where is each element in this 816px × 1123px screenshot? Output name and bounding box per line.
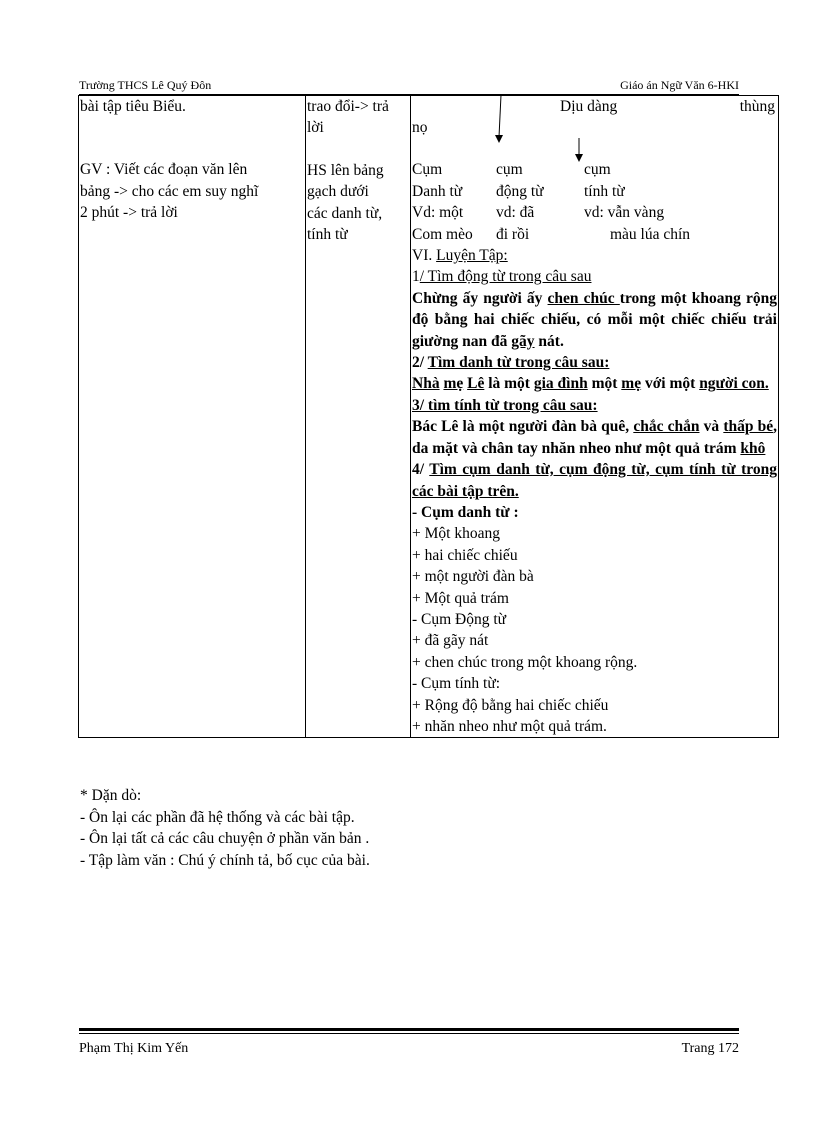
no-line: nọ [412, 119, 428, 136]
col2-line1: trao đổi-> trả [307, 98, 389, 115]
vd-row [412, 202, 777, 223]
exercise-3-text: Bác Lê là một người đàn bà quê, chắc chắn và thấp bé, da mặt và chân tay nhăn nheo như một quả trám khô [412, 418, 778, 457]
vd-2: vd: đã [496, 204, 535, 222]
student-activity-cell [306, 96, 411, 738]
page-number: Trang 172 [681, 1041, 739, 1056]
list-item: - Cụm tính từ: [412, 675, 501, 693]
down-arrow-icon [494, 95, 508, 147]
col2-line2: lời [307, 119, 324, 137]
cum-1: Cụm [412, 161, 443, 179]
exercise-3-title: 3/ tìm tính từ trong câu sau: [412, 396, 598, 414]
type-2: động từ [496, 182, 544, 200]
hs-line-4: tính từ [307, 226, 348, 244]
list-item: + Rộng độ bằng hai chiếc chiếu [412, 696, 609, 714]
list-item: - Cụm danh từ : [412, 503, 519, 521]
thung: thùng [739, 98, 775, 115]
footer-rule-thick [79, 1028, 739, 1031]
list-item: + Một khoang [412, 525, 500, 543]
hs-line-3: các danh từ, [307, 204, 383, 222]
homework-item: - Ôn lại tất cả các câu chuyện ở phần văn bản . [80, 830, 370, 847]
gv-instruction-2: bảng -> cho các em suy nghĩ [80, 182, 259, 200]
list-item: + một người đàn bà [412, 568, 534, 586]
exercise-4-title: 4/ Tìm cụm danh từ, cụm động từ, cụm tính từ trong các bài tập trên. [412, 461, 777, 500]
ex-2: đi rồi [496, 225, 530, 243]
exercise-2-text: Nhà mẹ Lê là một gia đình một mẹ với một người con. [412, 375, 769, 393]
lesson-table [78, 95, 779, 738]
vd-3: vd: vẫn vàng [584, 204, 665, 222]
diu-dang: Dịu dàng [560, 98, 618, 115]
list-item: + chen chúc trong một khoang rộng. [412, 653, 638, 671]
subject-title: Giáo án Ngữ Văn 6-HKI [620, 78, 739, 92]
vd-1: Vd: một [412, 204, 464, 222]
author-name: Phạm Thị Kim Yến [79, 1041, 189, 1056]
homework-item: - Ôn lại các phần đã hệ thống và các bài tập. [80, 808, 355, 826]
homework-item: - Tập làm văn : Chú ý chính tả, bố cục của bài. [80, 851, 370, 869]
type-3: tính từ [584, 182, 625, 200]
cum-row [412, 159, 777, 180]
list-item: - Cụm Động từ [412, 610, 507, 628]
hs-line-2: gạch dưới [307, 183, 369, 201]
exercise-2-title: 2/ Tìm danh từ trong câu sau: [412, 354, 610, 372]
teacher-activity-cell [79, 96, 306, 738]
school-name: Trường THCS Lê Quý Đôn [79, 78, 212, 92]
page-header [79, 78, 739, 95]
list-item: + hai chiếc chiếu [412, 546, 518, 564]
homework-section [80, 785, 370, 871]
type-row [412, 181, 777, 202]
ex-3: màu lúa chín [610, 225, 691, 243]
list-item: + đã gãy nát [412, 632, 489, 650]
footer-rule-thin [79, 1033, 739, 1034]
col1-line1: bài tập tiêu Biểu. [80, 98, 186, 115]
gv-instruction-1: GV : Viết các đoạn văn lên [80, 161, 248, 179]
page-footer [79, 1041, 739, 1057]
list-item: + Một quả trám [412, 589, 509, 607]
example-row [412, 224, 777, 245]
ex-1: Com mèo [412, 225, 473, 243]
list-item: + nhăn nheo như một quả trám. [412, 717, 607, 735]
diu-dang-line [412, 96, 777, 117]
cum-2: cụm [496, 161, 523, 179]
gv-instruction-3: 2 phút -> trả lời [80, 204, 178, 222]
down-arrow-icon [572, 138, 586, 166]
exercise-1-text: Chừng ấy người ấy chen chúc trong một khoang rộng độ bằng hai chiếc chiếu, có mỗi một chiếc chiếu trải giường nan đã gãy nát. [412, 289, 777, 350]
type-1: Danh từ [412, 182, 463, 200]
homework-title: * Dặn dò: [80, 787, 142, 804]
cum-3: cụm [584, 161, 611, 179]
table-row [79, 96, 779, 738]
content-cell [411, 96, 779, 738]
section-heading: VI. Luyện Tập: [412, 247, 508, 265]
exercise-1-title: 1/ Tìm động từ trong câu sau [412, 268, 592, 286]
hs-line-1: HS lên bảng [307, 161, 384, 179]
